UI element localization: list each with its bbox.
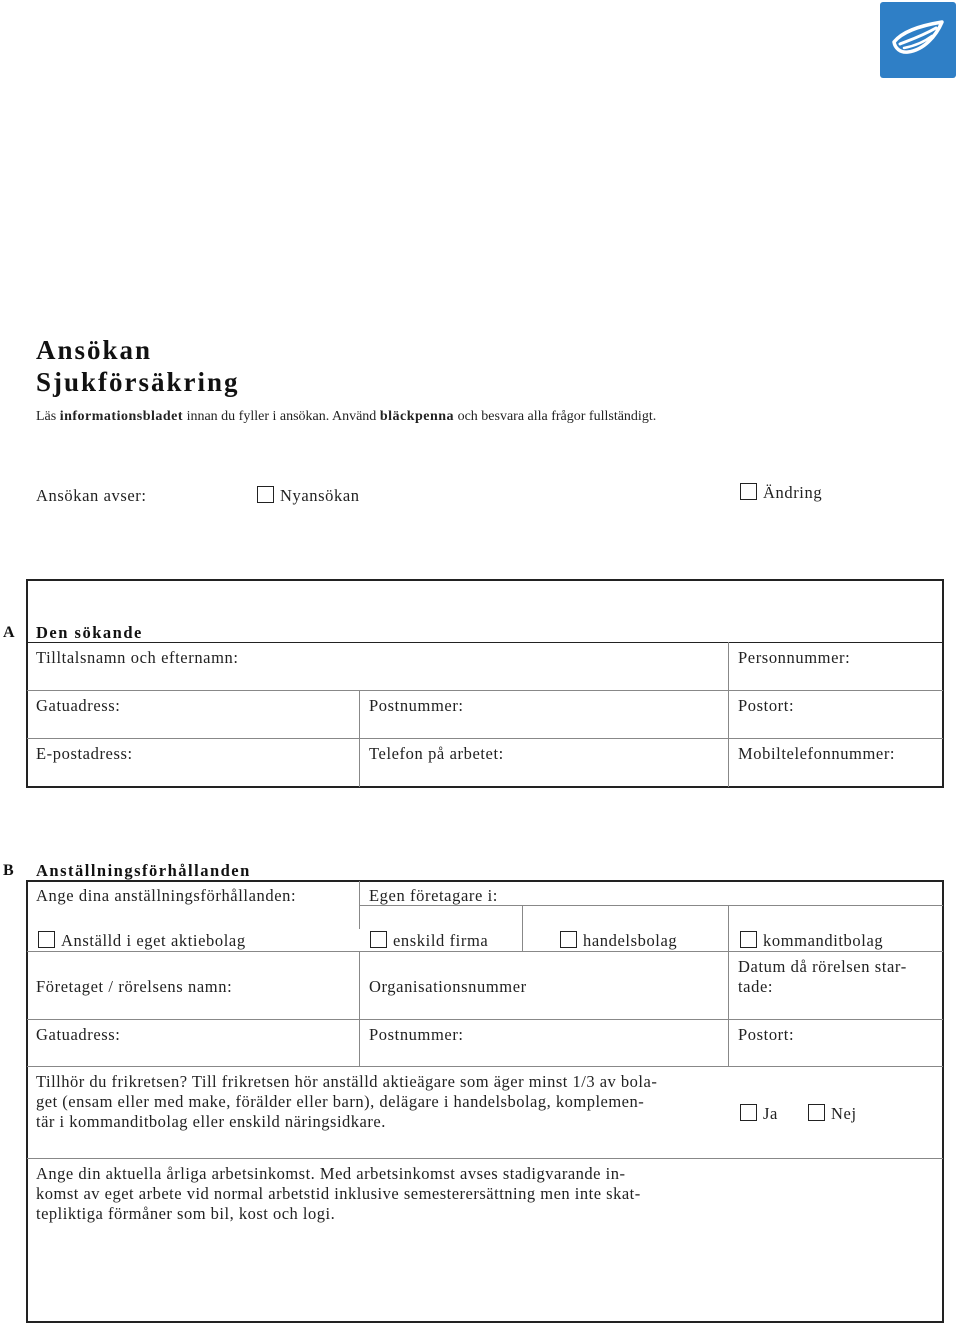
- section-b-heading: Anställningsförhållanden: [36, 861, 251, 880]
- change-application-label: Ändring: [763, 483, 823, 502]
- section-a-letter: A: [3, 624, 15, 641]
- start-date-label-line: Datum då rörelsen star-: [738, 957, 907, 976]
- divider: [728, 905, 729, 1066]
- change-application-checkbox[interactable]: [740, 483, 757, 500]
- sole-trader-option[interactable]: [370, 931, 488, 951]
- email-field[interactable]: E-postadress:: [36, 744, 133, 763]
- form-subtitle: Sjukförsäkring: [36, 367, 240, 397]
- intro-bold-info-sheet: informationsbladet: [59, 409, 184, 424]
- company-street-field[interactable]: Gatuadress:: [36, 1025, 121, 1044]
- divider: [359, 951, 360, 1066]
- start-date-label-line: tade:: [738, 977, 774, 996]
- divider: [27, 1019, 943, 1020]
- limited-partnership-checkbox[interactable]: [740, 931, 757, 948]
- application-type-label: Ansökan avser:: [36, 486, 147, 505]
- free-circle-line: tär i kommanditbolag eller enskild näringsidkare.: [36, 1112, 386, 1131]
- limited-partnership-label: kommanditbolag: [763, 931, 884, 950]
- free-circle-question: [36, 1072, 657, 1132]
- income-line: Ange din aktuella årliga arbetsinkomst. Med arbetsinkomst avses stadigvarande in-: [36, 1164, 626, 1183]
- divider: [27, 1158, 943, 1159]
- yes-label: Ja: [763, 1104, 778, 1123]
- trading-company-label: handelsbolag: [583, 931, 678, 950]
- company-postal-code-field[interactable]: Postnummer:: [369, 1025, 464, 1044]
- city-field[interactable]: Postort:: [738, 696, 795, 715]
- divider: [27, 1066, 943, 1067]
- annual-income-field[interactable]: [36, 1164, 641, 1224]
- new-application-checkbox[interactable]: [257, 486, 274, 503]
- company-name-field[interactable]: Företaget / rörelsens namn:: [36, 977, 233, 996]
- trading-company-checkbox[interactable]: [560, 931, 577, 948]
- free-circle-yes-option[interactable]: [740, 1104, 778, 1124]
- employed-own-company-checkbox[interactable]: [38, 931, 55, 948]
- start-date-field[interactable]: [738, 957, 907, 997]
- limited-partnership-option[interactable]: [740, 931, 883, 951]
- divider: [27, 642, 943, 643]
- intro-bold-ink-pen: bläckpenna: [379, 409, 455, 424]
- no-label: Nej: [831, 1104, 857, 1123]
- divider: [27, 690, 943, 691]
- change-application-option[interactable]: [740, 483, 822, 503]
- intro-text: [36, 409, 656, 425]
- yes-checkbox[interactable]: [740, 1104, 757, 1121]
- free-circle-line: get (ensam eller med make, förälder eller barn), delägare i handelsbolag, komplemen-: [36, 1092, 645, 1111]
- income-line: tepliktiga förmåner som bil, kost och logi.: [36, 1204, 336, 1223]
- personal-number-field[interactable]: Personnummer:: [738, 648, 851, 667]
- employed-own-company-label: Anställd i eget aktiebolag: [61, 931, 246, 950]
- forsakringskassan-logo-icon: [880, 2, 956, 78]
- new-application-label: Nyansökan: [280, 486, 360, 505]
- org-number-field[interactable]: Organisationsnummer: [369, 977, 527, 996]
- no-checkbox[interactable]: [808, 1104, 825, 1121]
- company-city-field[interactable]: Postort:: [738, 1025, 795, 1044]
- divider: [359, 690, 360, 787]
- employed-own-company-option[interactable]: [38, 931, 246, 951]
- form-title: Ansökan: [36, 335, 153, 365]
- divider: [728, 642, 729, 787]
- free-circle-line: Tillhör du frikretsen? Till frikretsen hör anställd aktieägare som äger minst 1/3 av bola-: [36, 1072, 658, 1091]
- postal-code-field[interactable]: Postnummer:: [369, 696, 464, 715]
- logo-lips-icon: [880, 2, 956, 78]
- new-application-option[interactable]: [257, 486, 360, 506]
- intro-part: innan du fyller i ansökan. Använd: [183, 409, 380, 424]
- section-b-letter: B: [3, 862, 14, 879]
- sole-trader-label: enskild firma: [393, 931, 489, 950]
- sole-trader-checkbox[interactable]: [370, 931, 387, 948]
- name-field[interactable]: Tilltalsnamn och efternamn:: [36, 648, 239, 667]
- income-line: komst av eget arbete vid normal arbetstid inklusive semesterersättning men inte skat-: [36, 1184, 641, 1203]
- divider: [27, 951, 943, 952]
- intro-part: Läs: [36, 409, 60, 424]
- section-a-heading: Den sökande: [36, 623, 143, 642]
- divider: [522, 905, 523, 951]
- street-address-field[interactable]: Gatuadress:: [36, 696, 121, 715]
- divider: [27, 738, 943, 739]
- employment-prompt: Ange dina anställningsförhållanden:: [36, 886, 297, 905]
- mobile-field[interactable]: Mobiltelefonnummer:: [738, 744, 896, 763]
- free-circle-no-option[interactable]: [808, 1104, 857, 1124]
- work-phone-field[interactable]: Telefon på arbetet:: [369, 744, 504, 763]
- intro-part: och besvara alla frågor fullständigt.: [454, 409, 657, 424]
- self-employed-label: Egen företagare i:: [369, 886, 498, 905]
- trading-company-option[interactable]: [560, 931, 677, 951]
